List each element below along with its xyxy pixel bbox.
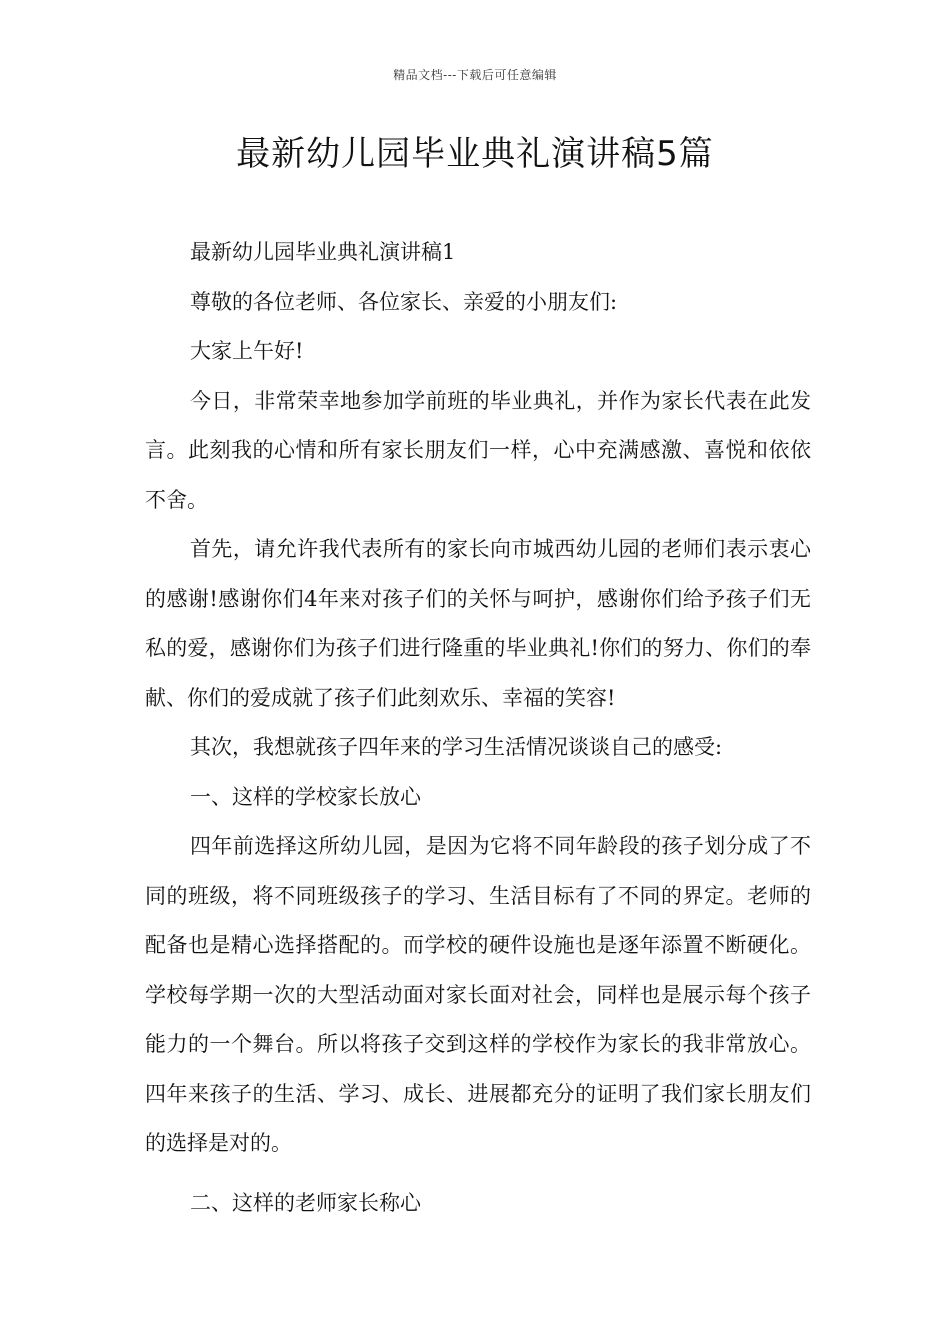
section-heading: 一、这样的学校家长放心	[190, 784, 421, 809]
paragraph-text: 今日，非常荣幸地参加学前班的毕业典礼，并作为家长代表在此发言。此刻我的心情和所有家长朋友们一样，心中充满感激、喜悦和依依不舍。	[145, 388, 811, 512]
paragraph-text: 四年前选择这所幼儿园，是因为它将不同年龄段的孩子划分成了不同的班级，将不同班级孩子的学习、生活目标有了不同的界定。老师的配备也是精心选择搭配的。而学校的硬件设施也是逐年添置不断硬化。学校每学期一次的大型活动面对家长面对社会，同样也是展示每个孩子能力的一个舞台。所以将孩子交到这样的学校作为家长的我非常放心。四年来孩子的生活、学习、成长、进展都充分的证明了我们家长朋友们的选择是对的。	[145, 834, 811, 1155]
document-title: 最新幼儿园毕业典礼演讲稿5篇	[236, 134, 714, 174]
paragraph-subtitle: 最新幼儿园毕业典礼演讲稿1	[190, 240, 456, 264]
paragraph-text: 其次，我想就孩子四年来的学习生活情况谈谈自己的感受:	[190, 735, 723, 759]
document-body	[145, 228, 811, 1228]
header-note: 精品文档---下载后可任意编辑	[393, 68, 557, 82]
paragraph-salutation: 尊敬的各位老师、各位家长、亲爱的小朋友们:	[190, 289, 618, 314]
paragraph-text: 首先，请允许我代表所有的家长向市城西幼儿园的老师们表示衷心的感谢!感谢你们4年来对孩子们的关怀与呵护，感谢你们给予孩子们无私的爱，感谢你们为孩子们进行隆重的毕业典礼!你们的努力、你们的奉献、你们的爱成就了孩子们此刻欢乐、幸福的笑容!	[145, 537, 811, 710]
section-heading: 二、这样的老师家长称心	[190, 1190, 421, 1215]
paragraph-greeting: 大家上午好!	[190, 339, 304, 363]
